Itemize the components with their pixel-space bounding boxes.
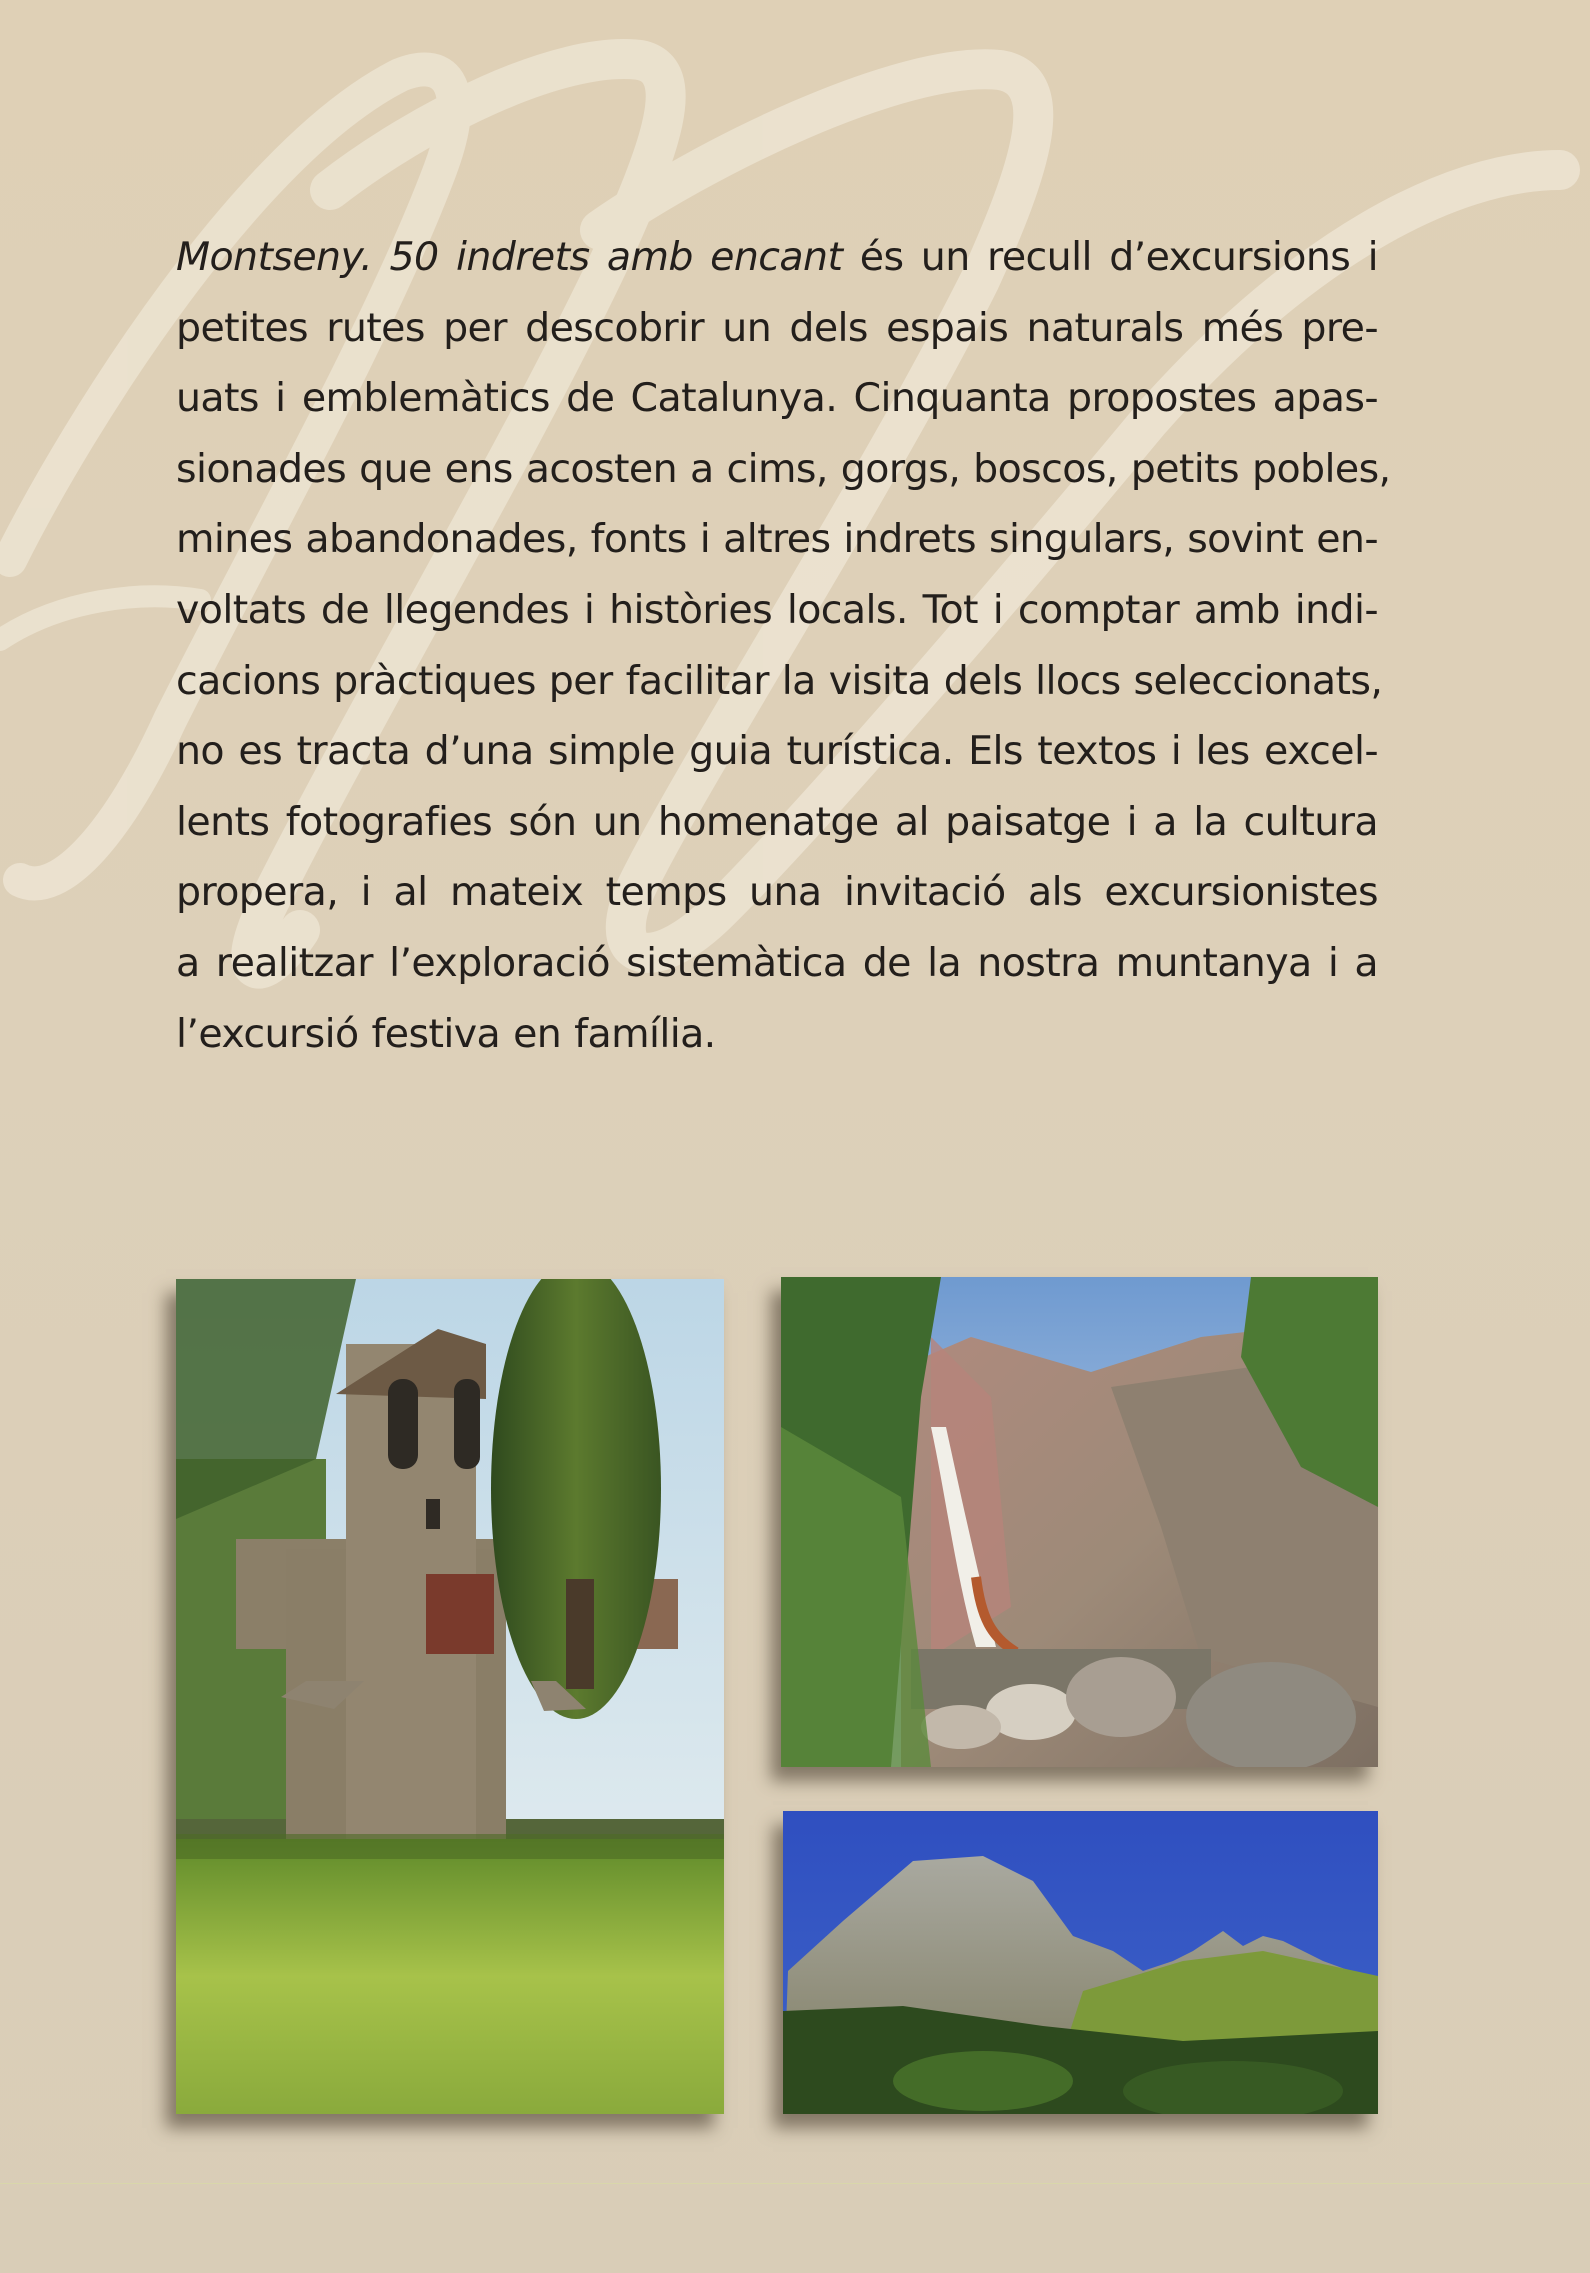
photo-waterfall <box>781 1277 1378 1767</box>
description-line-12: l’excursió festiva en família. <box>176 1010 716 1057</box>
description-line-1: Montseny. 50 indrets amb encant és un recull d’excursions i <box>176 234 1378 280</box>
description-line-3: uats i emblemàtics de Catalunya. Cinquanta propostes apas- <box>176 375 1378 422</box>
description-line-2: petites rutes per descobrir un dels espais naturals més pre- <box>176 304 1378 351</box>
photo-mountain <box>783 1811 1378 2114</box>
book-description <box>176 222 1391 1069</box>
description-line-11: a realitzar l’exploració sistemàtica de la nostra muntanya i a <box>176 939 1378 986</box>
photo-church <box>176 1279 724 2114</box>
description-line-9: lents fotografies són un homenatge al paisatge i a la cultura <box>176 798 1378 845</box>
description-line-6: voltats de llegendes i històries locals. Tot i comptar amb indi- <box>176 586 1378 633</box>
description-line-10: propera, i al mateix temps una invitació als excursionistes <box>176 869 1378 916</box>
description-line-5: mines abandonades, fonts i altres indrets singulars, sovint en- <box>176 516 1378 563</box>
description-line-8: no es tracta d’una simple guia turística. Els textos i les excel- <box>176 728 1378 775</box>
description-line-7: cacions pràctiques per facilitar la visita dels llocs seleccionats, <box>176 657 1383 704</box>
description-line-4: sionades que ens acosten a cims, gorgs, boscos, petits pobles, <box>176 445 1391 492</box>
book-title: Montseny. 50 indrets amb encant <box>176 234 843 280</box>
scan-line-divider <box>0 2183 1590 2184</box>
